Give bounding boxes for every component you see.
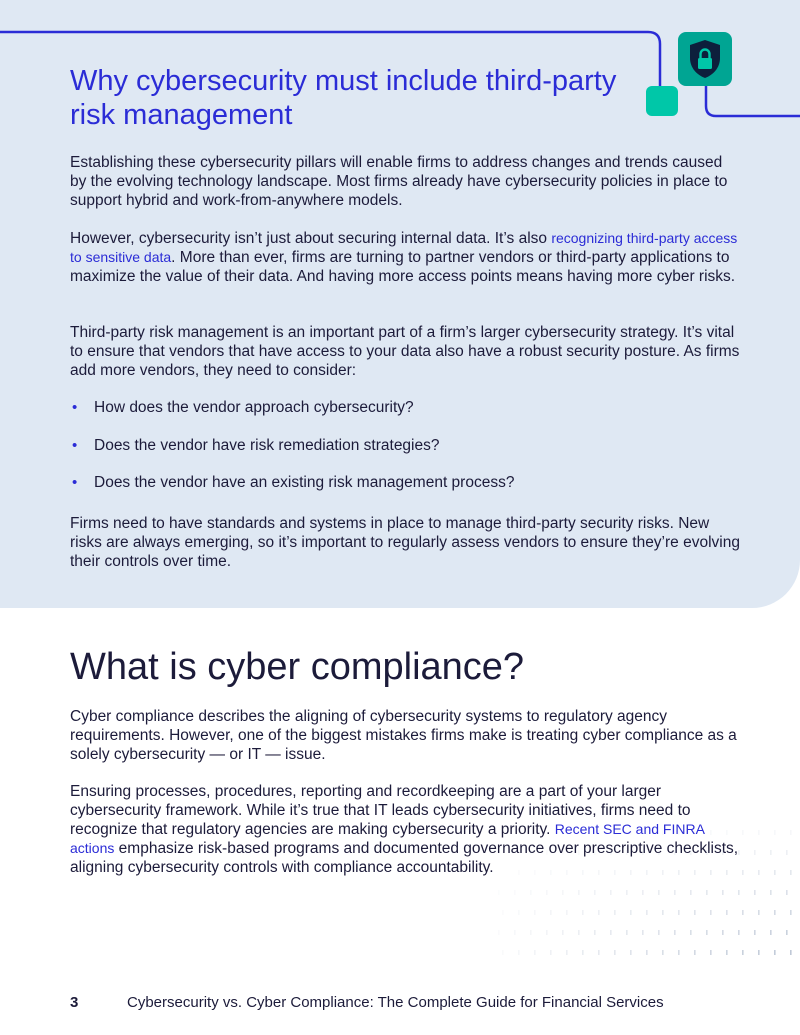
pattern-dot xyxy=(770,850,772,855)
pattern-dot xyxy=(742,910,744,915)
pattern-dot xyxy=(630,950,632,955)
pattern-dot xyxy=(550,910,552,915)
pattern-dot xyxy=(790,870,792,875)
pattern-dot xyxy=(722,850,724,855)
pattern-dot xyxy=(754,930,756,935)
pattern-dot xyxy=(582,950,584,955)
pattern-dot xyxy=(690,890,692,895)
pattern-dot xyxy=(598,870,600,875)
pattern-dot xyxy=(674,930,676,935)
pattern-dot xyxy=(678,830,680,835)
pattern-dot xyxy=(642,890,644,895)
paragraph xyxy=(70,229,740,286)
pattern-dot xyxy=(758,910,760,915)
paragraph-text: . More than ever, firms are turning to partner vendors or third-party applications to maximize the value of their data. And having more access points means having more cyber risks. xyxy=(70,249,736,285)
pattern-dot xyxy=(774,950,776,955)
paragraph-text: Ensuring processes, procedures, reporting and recordkeeping are a part of your larger cybersecurity framework. While it’s true that IT leads cybersecurity initiatives, firms need to recognize that regulatory agencies are making cybersecurity a priority. xyxy=(70,783,691,838)
pattern-dot xyxy=(674,890,676,895)
pattern-dot xyxy=(502,950,504,955)
pattern-dot xyxy=(770,890,772,895)
pattern-dot xyxy=(614,830,616,835)
pattern-dot xyxy=(630,910,632,915)
pattern-dot xyxy=(646,950,648,955)
decorative-square xyxy=(646,86,678,116)
pattern-dot xyxy=(662,830,664,835)
pattern-dot xyxy=(598,830,600,835)
pattern-dot xyxy=(726,830,728,835)
footer-title: Cybersecurity vs. Cyber Compliance: The Complete Guide for Financial Services xyxy=(127,994,664,1011)
pattern-dot xyxy=(518,870,520,875)
bullet-icon: • xyxy=(72,436,78,454)
pattern-dot xyxy=(742,830,744,835)
pattern-dot xyxy=(614,910,616,915)
pattern-dot xyxy=(726,950,728,955)
pattern-dot xyxy=(722,890,724,895)
pattern-dot xyxy=(626,890,628,895)
pattern-dot xyxy=(774,910,776,915)
pattern-dot xyxy=(626,850,628,855)
pattern-dot xyxy=(550,870,552,875)
pattern-dot xyxy=(726,870,728,875)
pattern-dot xyxy=(678,910,680,915)
pattern-dot xyxy=(534,950,536,955)
pattern-dot xyxy=(738,890,740,895)
pattern-dot xyxy=(546,930,548,935)
paragraph-text: However, cybersecurity isn’t just about securing internal data. It’s also xyxy=(70,230,552,247)
pattern-dot xyxy=(646,870,648,875)
pattern-dot xyxy=(754,890,756,895)
paragraph: Cyber compliance describes the aligning of cybersecurity systems to regulatory agency requirements. However, one of the biggest mistakes firms make is treating cyber compliance as a solely cybersecurity — or IT — issue. xyxy=(70,708,737,763)
pattern-dot xyxy=(706,850,708,855)
pattern-dot xyxy=(694,910,696,915)
vendor-questions-list xyxy=(70,398,740,511)
pattern-dot xyxy=(598,950,600,955)
pattern-dot xyxy=(662,910,664,915)
pattern-dot xyxy=(758,870,760,875)
pattern-dot xyxy=(658,930,660,935)
list-item: • How does the vendor approach cybersecurity? xyxy=(72,399,414,416)
pattern-dot xyxy=(534,910,536,915)
pattern-dot xyxy=(710,950,712,955)
pattern-dot xyxy=(710,910,712,915)
sec-finra-actions-link[interactable]: Recent SEC and FINRA actions xyxy=(70,821,705,856)
pattern-dot xyxy=(562,850,564,855)
pattern-dot xyxy=(710,870,712,875)
pattern-dot xyxy=(706,890,708,895)
pattern-dot xyxy=(498,930,500,935)
pattern-dot xyxy=(630,870,632,875)
list-item: • Does the vendor have risk remediation strategies? xyxy=(72,436,440,454)
section-title: Why cybersecurity must include third-party risk management xyxy=(70,65,617,131)
bullet-icon: • xyxy=(72,474,78,491)
paragraph-text: emphasize risk-based programs and documented governance over prescriptive checklists, aligning cybersecurity controls with compliance accountability. xyxy=(70,840,739,876)
pattern-dot xyxy=(786,930,788,935)
pattern-dot xyxy=(566,870,568,875)
pattern-dot xyxy=(546,890,548,895)
pattern-dot xyxy=(594,850,596,855)
page-number: 3 xyxy=(70,994,79,1011)
pattern-dot xyxy=(594,890,596,895)
pattern-dot xyxy=(758,830,760,835)
pattern-dot xyxy=(514,930,516,935)
pattern-dot xyxy=(626,930,628,935)
bullet-icon: • xyxy=(72,399,78,416)
list-item: • Does the vendor have an existing risk management process? xyxy=(72,474,515,491)
shield-lock-icon xyxy=(678,32,732,86)
pattern-dot xyxy=(738,930,740,935)
pattern-dot xyxy=(774,870,776,875)
pattern-dot xyxy=(566,910,568,915)
pattern-dot xyxy=(562,890,564,895)
pattern-dot xyxy=(678,870,680,875)
pattern-dot xyxy=(530,850,532,855)
pattern-dot xyxy=(646,910,648,915)
pattern-dot xyxy=(578,850,580,855)
pattern-dot xyxy=(642,930,644,935)
pattern-dot xyxy=(614,950,616,955)
pattern-dot xyxy=(742,950,744,955)
pattern-dot xyxy=(578,890,580,895)
pattern-dot xyxy=(646,830,648,835)
pattern-dot xyxy=(546,850,548,855)
paragraph: Third-party risk management is an important part of a firm’s larger cybersecurity strategy. It’s vital to ensure that vendors that have access to your data also have a robust security posture. As firms add more vendors, they need to consider: xyxy=(70,324,740,379)
pattern-dot xyxy=(610,930,612,935)
pattern-dot xyxy=(518,950,520,955)
pattern-dot xyxy=(678,950,680,955)
paragraph: Firms need to have standards and systems in place to manage third-party security risks. New risks are always emerging, so it’s important to regularly assess vendors to ensure they’re evolving their controls over time. xyxy=(70,515,740,570)
pattern-dot xyxy=(790,950,792,955)
pattern-dot xyxy=(610,890,612,895)
pattern-dot xyxy=(774,830,776,835)
pattern-dot xyxy=(578,930,580,935)
pattern-dot xyxy=(662,870,664,875)
pattern-dot xyxy=(658,850,660,855)
pattern-dot xyxy=(630,830,632,835)
pattern-dot xyxy=(706,930,708,935)
pattern-dot xyxy=(518,910,520,915)
footer xyxy=(70,993,730,1012)
pattern-dot xyxy=(710,830,712,835)
pattern-dot xyxy=(786,890,788,895)
pattern-dot xyxy=(790,830,792,835)
pattern-dot xyxy=(722,930,724,935)
pattern-dot xyxy=(550,950,552,955)
pattern-dot xyxy=(662,950,664,955)
paragraph: Establishing these cybersecurity pillars will enable firms to address changes and trends caused by the evolving technology landscape. Most firms already have cybersecurity policies in place to support hybrid and work-from-anywhere models. xyxy=(70,154,728,209)
pattern-dot xyxy=(658,890,660,895)
pattern-dot xyxy=(786,850,788,855)
pattern-dot xyxy=(642,850,644,855)
pattern-dot xyxy=(790,910,792,915)
pattern-dot xyxy=(582,870,584,875)
pattern-dot xyxy=(610,850,612,855)
decorative-dot-pattern xyxy=(420,820,800,960)
pattern-dot xyxy=(694,950,696,955)
pattern-dot xyxy=(502,910,504,915)
pattern-dot xyxy=(742,870,744,875)
pattern-dot xyxy=(598,910,600,915)
pattern-dot xyxy=(674,850,676,855)
pattern-dot xyxy=(758,950,760,955)
pattern-dot xyxy=(530,930,532,935)
pattern-dot xyxy=(726,910,728,915)
pattern-dot xyxy=(530,890,532,895)
pattern-dot xyxy=(690,850,692,855)
pattern-dot xyxy=(534,870,536,875)
pattern-dot xyxy=(738,850,740,855)
pattern-dot xyxy=(754,850,756,855)
pattern-dot xyxy=(690,930,692,935)
pattern-dot xyxy=(594,930,596,935)
pattern-dot xyxy=(498,890,500,895)
section-heading: What is cyber compliance? xyxy=(70,646,525,688)
pattern-dot xyxy=(694,830,696,835)
pattern-dot xyxy=(694,870,696,875)
pattern-dot xyxy=(562,930,564,935)
pattern-dot xyxy=(566,950,568,955)
pattern-dot xyxy=(614,870,616,875)
pattern-dot xyxy=(582,910,584,915)
pattern-dot xyxy=(770,930,772,935)
third-party-access-link[interactable]: recognizing third-party access to sensitive data xyxy=(70,230,738,265)
pattern-dot xyxy=(514,890,516,895)
